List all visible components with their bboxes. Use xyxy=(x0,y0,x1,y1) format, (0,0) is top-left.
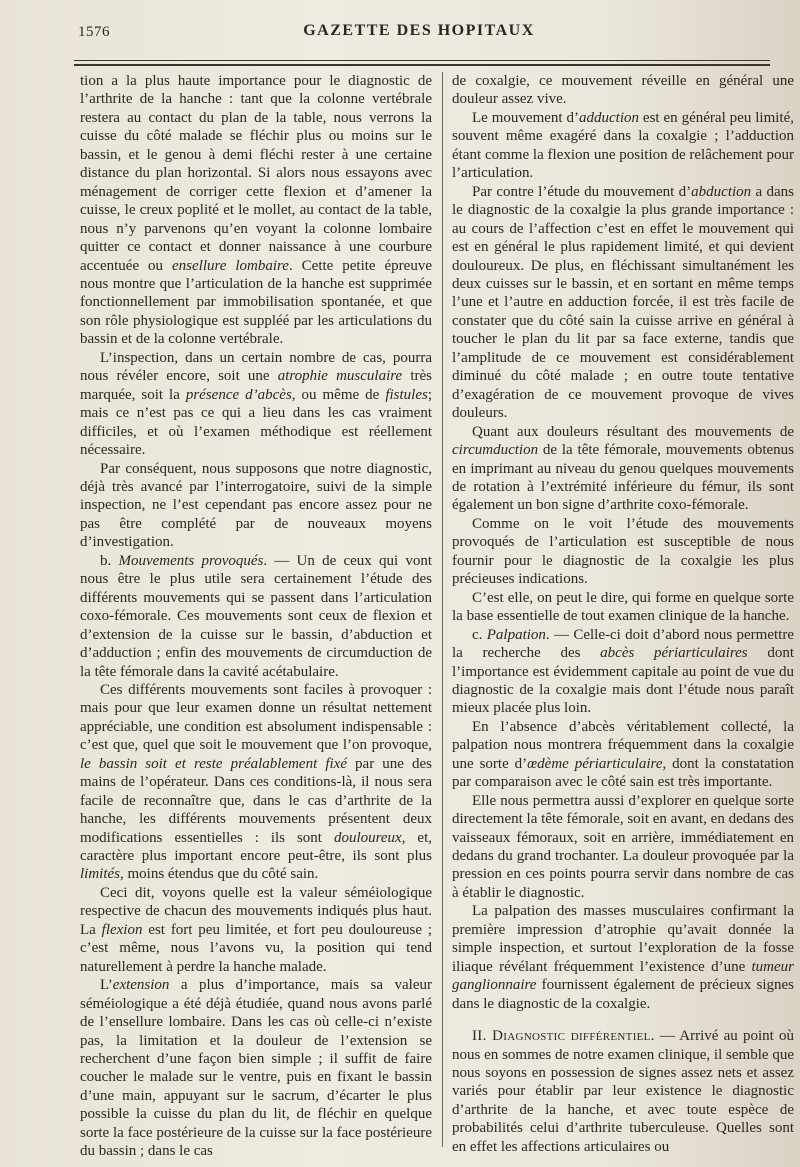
paragraph: Par conséquent, nous supposons que notre diagnostic, déjà très avancé par l’interrogatoire, suivi de la simple inspection, ne l’est cependant pas encore assez pour ne pas être complété par de nouveaux moyens d’investigation. xyxy=(80,460,432,551)
paragraph: Elle nous permettra aussi d’explorer en quelque sorte directement la tête fémorale, soit en avant, en dedans des vaisseaux fémoraux, soit en arrière, immédiatement en dedans du grand trochanter. La douleur provoquée par la pression en ces points pourra servir dans nombre de cas à établir le diagnostic. xyxy=(452,792,794,901)
paragraph: C’est elle, on peut le dire, qui forme en quelque sorte la base essentielle de tout examen clinique de la hanche. xyxy=(452,589,794,625)
section-heading: II. Diagnostic différentiel. xyxy=(472,1028,655,1045)
paragraph: de coxalgie, ce mouvement réveille en général une douleur assez vive. xyxy=(452,73,794,108)
section-paragraph: II. Diagnostic différentiel. — Arrivé au point où nous en sommes de notre examen clinique, il semble que nous soyons en possession de signes assez nets et assez variés pour établir par leur existence le diagnostic d’arthrite de la hanche, et avec toute espèce de probabilités celui d’arthrite tuberculeuse. Quelles sont en effet les affections articulaires ou xyxy=(452,1028,794,1155)
paragraph: La palpation des masses musculaires confirmant la première impression d’atrophie qu’avait donnée la simple inspection, et surtout l’exploration de la fosse iliaque révélant fréquemment l’existence d’une tumeur ganglionnaire fournissent également de précieux signes dans le diagnostic de la coxalgie. xyxy=(452,903,794,1012)
paragraph: Comme on le voit l’étude des mouvements provoqués de l’articulation est susceptible de nous fournir pour le diagnostic de la coxalgie les plus précieuses indications. xyxy=(452,515,794,588)
left-column xyxy=(80,72,432,1161)
header-rule-thin xyxy=(74,60,770,61)
page-number: 1576 xyxy=(78,24,110,40)
paragraph: En l’absence d’abcès véritablement collecté, la palpation nous montrera fréquemment dans la coxalgie une sorte d’œdème périarticulaire, dont la constatation par comparaison avec le côté sain est très importante. xyxy=(452,718,794,791)
paragraph: tion a la plus haute importance pour le diagnostic de l’arthrite de la hanche : tant que la colonne vertébrale restera au contact du plan de la table, nous verrons la cuisse du côté malade se fléchir plus ou moins sur le bassin, et le genou à demi fléchi rester à une certaine distance du plan horizontal. Si alors nous essayons avec ménagement de corriger cette flexion et d’amener la cuisse, le creux poplité et le mollet, au contact de la table, nous n’y parvenons qu’en voyant la colonne lombaire quitter ce contact et donner naissance à une courbure accentuée ou ensellure lombaire. Cette petite épreuve nous montre que l’articulation de la hanche est supprimée fonctionnellement par immobilisation spontanée, et que son rôle physiologique est suppléé par les articulations du bassin et de la colonne vertébrale. xyxy=(80,73,432,348)
paragraph: Quant aux douleurs résultant des mouvements de circumduction de la tête fémorale, mouvements obtenus en imprimant au niveau du genou quelques mouvements de rotation à l’extrémité inférieure du fémur, ils sont également un bon signe d’arthrite coxo-fémorale. xyxy=(452,423,794,514)
paragraph: L’extension a plus d’importance, mais sa valeur séméiologique a été déjà étudiée, quand nous avons parlé de l’ensellure lombaire. Dans les cas où celle-ci n’existe pas, la limitation et la douleur de l’extension se recherchent d’une façon bien simple ; il suffit de faire coucher le malade sur le ventre, puis en fixant le bassin d’une main, appuyant sur le sacrum, d’écarter le plus possible la cuisse du plan du lit, de fléchir en quelque sorte la face postérieure de la cuisse sur la face postérieure du bassin ; dans le cas xyxy=(80,977,432,1160)
paragraph: Ceci dit, voyons quelle est la valeur séméiologique respective de chacun des mouvements indiqués plus haut. La flexion est fort peu limitée, et fort peu douloureuse ; c’est même, nous l’avons vu, la position qui tend naturellement à perdre la hanche malade. xyxy=(80,884,432,975)
paragraph: L’inspection, dans un certain nombre de cas, pourra nous révéler encore, soit une atrophie musculaire très marquée, soit la présence d’abcès, ou même de fistules; mais ce n’est pas ce qui a lieu dans les cas vraiment difficiles, et où l’examen méthodique est réellement nécessaire. xyxy=(80,349,432,459)
header-rule-thick xyxy=(74,64,770,66)
paragraph: Par contre l’étude du mouvement d’abduction a dans le diagnostic de la coxalgie la plus grande importance : au cours de l’affection c’est en effet le mouvement qui est en général le plus rapidement limité, et qui devient douloureux. De plus, en fléchissant simultanément les deux cuisses sur le bassin, et en sortant en même temps l’une et l’autre en adduction forcée, il est très facile de constater que du côté sain la cuisse arrive en général à toucher le plan du lit par sa face externe, tandis que l’amplitude de ce mouvement est considérablement diminué du côté malade ; en outre toute tentative d’exagération de ce mouvement provoque de vives douleurs. xyxy=(452,183,794,422)
page-header xyxy=(78,20,760,46)
journal-title: GAZETTE DES HOPITAUX xyxy=(303,22,535,39)
paragraph: Le mouvement d’adduction est en général peu limité, souvent même exagéré dans la coxalgie ; l’adduction étant comme la flexion une position de relâchement pour l’articulation. xyxy=(452,109,795,182)
paragraph: b. Mouvements provoqués. — Un de ceux qui vont nous être le plus utile sera certainement l’étude des différents mouvements qui se passent dans l’articulation coxo-fémorale. Ces mouvements sont ceux de flexion et d’extension de la cuisse sur le bassin, d’abduction et d’adduction ; enfin des mouvements de circumduction de la tête fémorale dans la cavité acétabulaire. xyxy=(80,552,433,680)
paragraph: Ces différents mouvements sont faciles à provoquer : mais pour que leur examen donne un résultat nettement appréciable, une condition est absolument indispensable : c’est que, quel que soit le mouvement que l’on provoque, le bassin soit et reste préalablement fixé par une des mains de l’opérateur. Dans ces conditions-là, il nous sera facile de reconnaître que, dans le cas d’arthrite de la hanche, les différents mouvements présentent deux modifications essentielles : ils sont douloureux, et, caractère plus important encore peut-être, ils sont plus limités, moins étendus que du côté sain. xyxy=(80,681,432,883)
paragraph: c. Palpation. — Celle-ci doit d’abord nous permettre la recherche des abcès périarticulaires dont l’importance est évidemment capitale au point de vue du diagnostic de la coxalgie mais dont l’étude nous paraît mieux placée plus loin. xyxy=(452,626,794,717)
column-divider xyxy=(442,72,443,1147)
right-column xyxy=(452,72,794,1156)
